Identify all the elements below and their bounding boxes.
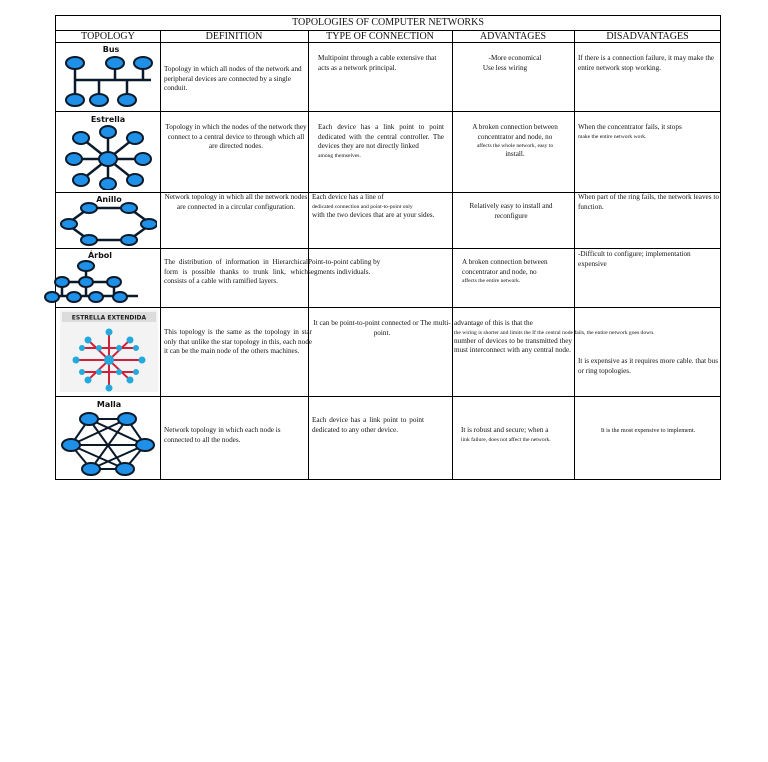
tree-advantages xyxy=(462,258,572,285)
bus-topology-diagram xyxy=(59,44,157,108)
bus-advantages xyxy=(456,54,574,73)
extended-star-advantages-end: number of devices to be transmitted they must interconnect with any central node. xyxy=(454,336,572,354)
ring-definition: Network topology in which all the network nodes are connected in a circular configuration. xyxy=(164,193,308,211)
tree-topology-diagram xyxy=(42,250,160,306)
extended-star-disadvantages: It is expensive as it requires more cable. that bus or ring topologies. xyxy=(578,357,718,375)
header-topology: TOPOLOGY xyxy=(56,30,160,43)
extended-star-label: ESTRELLA EXTENDIDA xyxy=(71,314,147,322)
mesh-advantages-text: It is robust and secure; when a xyxy=(461,426,549,434)
extended-star-advantages-small: the wiring is shorter and limits the If the central node fails, the entire network goes down. xyxy=(454,329,655,336)
ring-connection-small: dedicated connection and point-to-point only xyxy=(312,203,413,210)
tree-label: Árbol xyxy=(87,251,113,260)
star-disadvantages-text: When the concentrator fails, it stops xyxy=(578,123,682,131)
star-advantages-small: affects the whole network, easy to xyxy=(476,143,554,149)
star-connection xyxy=(318,123,444,160)
star-connection-small: among themselves. xyxy=(318,152,361,159)
star-label: Estrella xyxy=(90,115,126,124)
tree-advantages-small: affects the entire network. xyxy=(462,278,521,284)
extended-star-advantages xyxy=(454,319,655,356)
ring-connection-text: Each device has a line of xyxy=(312,193,384,201)
mesh-label: Malla xyxy=(96,400,122,409)
mesh-advantages-small: link failure, does not affect the network. xyxy=(461,436,551,443)
star-advantages-text: A broken connection between concentrator and node, no xyxy=(472,123,558,141)
bus-disadvantages: If there is a connection failure, it may make the entire network stop working. xyxy=(578,54,715,72)
ring-advantages: Relatively easy to install and reconfigure xyxy=(469,202,553,220)
star-definition: Topology in which the nodes of the network they connect to a central device to through which all are directed nodes. xyxy=(165,123,307,150)
star-connection-text: Each device has a link point to point dedicated with the central controller. The devices they are not directly linked xyxy=(318,123,444,150)
bus-advantage-1: -More economical xyxy=(488,54,542,62)
ring-label: Anillo xyxy=(96,195,122,204)
extended-star-definition: This topology is the same as the topology in star only that unlike the star topology in this, each node it can be the main node of the others machines. xyxy=(164,328,312,355)
header-connection: TYPE OF CONNECTION xyxy=(308,30,452,43)
row-divider xyxy=(56,248,720,249)
row-divider xyxy=(56,307,720,308)
column-divider xyxy=(452,30,453,479)
topologies-table xyxy=(55,15,721,480)
mesh-disadvantages: It is the most expensive to implement. xyxy=(600,427,696,434)
tree-definition: The distribution of information in Hierarchical form is possible thanks to trunk link, which consists of a cable with ramified layers. xyxy=(164,258,308,285)
column-divider xyxy=(574,30,575,479)
mesh-connection: Each device has a link point to point dedicated to any other device. xyxy=(312,416,424,434)
column-divider xyxy=(308,30,309,479)
table-title: TOPOLOGIES OF COMPUTER NETWORKS xyxy=(56,16,720,31)
bus-advantage-2: Use less wiring xyxy=(482,63,528,72)
tree-disadvantages: -Difficult to configure; implementation expensive xyxy=(578,250,691,268)
column-divider xyxy=(160,30,161,479)
star-advantages-end: install. xyxy=(505,150,525,158)
ring-connection xyxy=(312,193,448,220)
star-disadvantages xyxy=(578,123,718,141)
star-disadvantages-small: make the entire network work. xyxy=(578,133,647,140)
star-topology-diagram xyxy=(59,114,157,190)
mesh-definition: Network topology in which each node is connected to all the nodes. xyxy=(164,426,281,444)
header-disadvantages: DISADVANTAGES xyxy=(574,30,721,43)
header-definition: DEFINITION xyxy=(160,30,308,43)
mesh-advantages xyxy=(461,426,573,444)
tree-advantages-text: A broken connection between concentrator and node, no xyxy=(462,258,548,276)
ring-connection-end: with the two devices that are at your sides. xyxy=(312,210,435,219)
extended-star-advantages-text: advantage of this is that the xyxy=(454,319,533,327)
ring-disadvantages: When part of the ring fails, the network leaves to function. xyxy=(578,193,719,211)
star-advantages xyxy=(458,123,572,160)
bus-definition: Topology in which all nodes of the network and peripheral devices are connected by a single conduit. xyxy=(164,65,302,92)
ring-topology-diagram xyxy=(59,194,157,246)
row-divider xyxy=(56,111,720,112)
bus-connection: Multipoint through a cable extensive that acts as a network principal. xyxy=(318,54,437,72)
mesh-topology-diagram xyxy=(59,399,157,477)
header-advantages: ADVANTAGES xyxy=(452,30,574,43)
row-divider xyxy=(56,396,720,397)
extended-star-connection: It can be point-to-point connected or The multi-point. xyxy=(313,319,451,337)
tree-connection: Point-to-point cabling by segments individuals. xyxy=(308,258,381,276)
extended-star-topology-diagram xyxy=(60,310,158,392)
bus-label: Bus xyxy=(102,45,120,54)
